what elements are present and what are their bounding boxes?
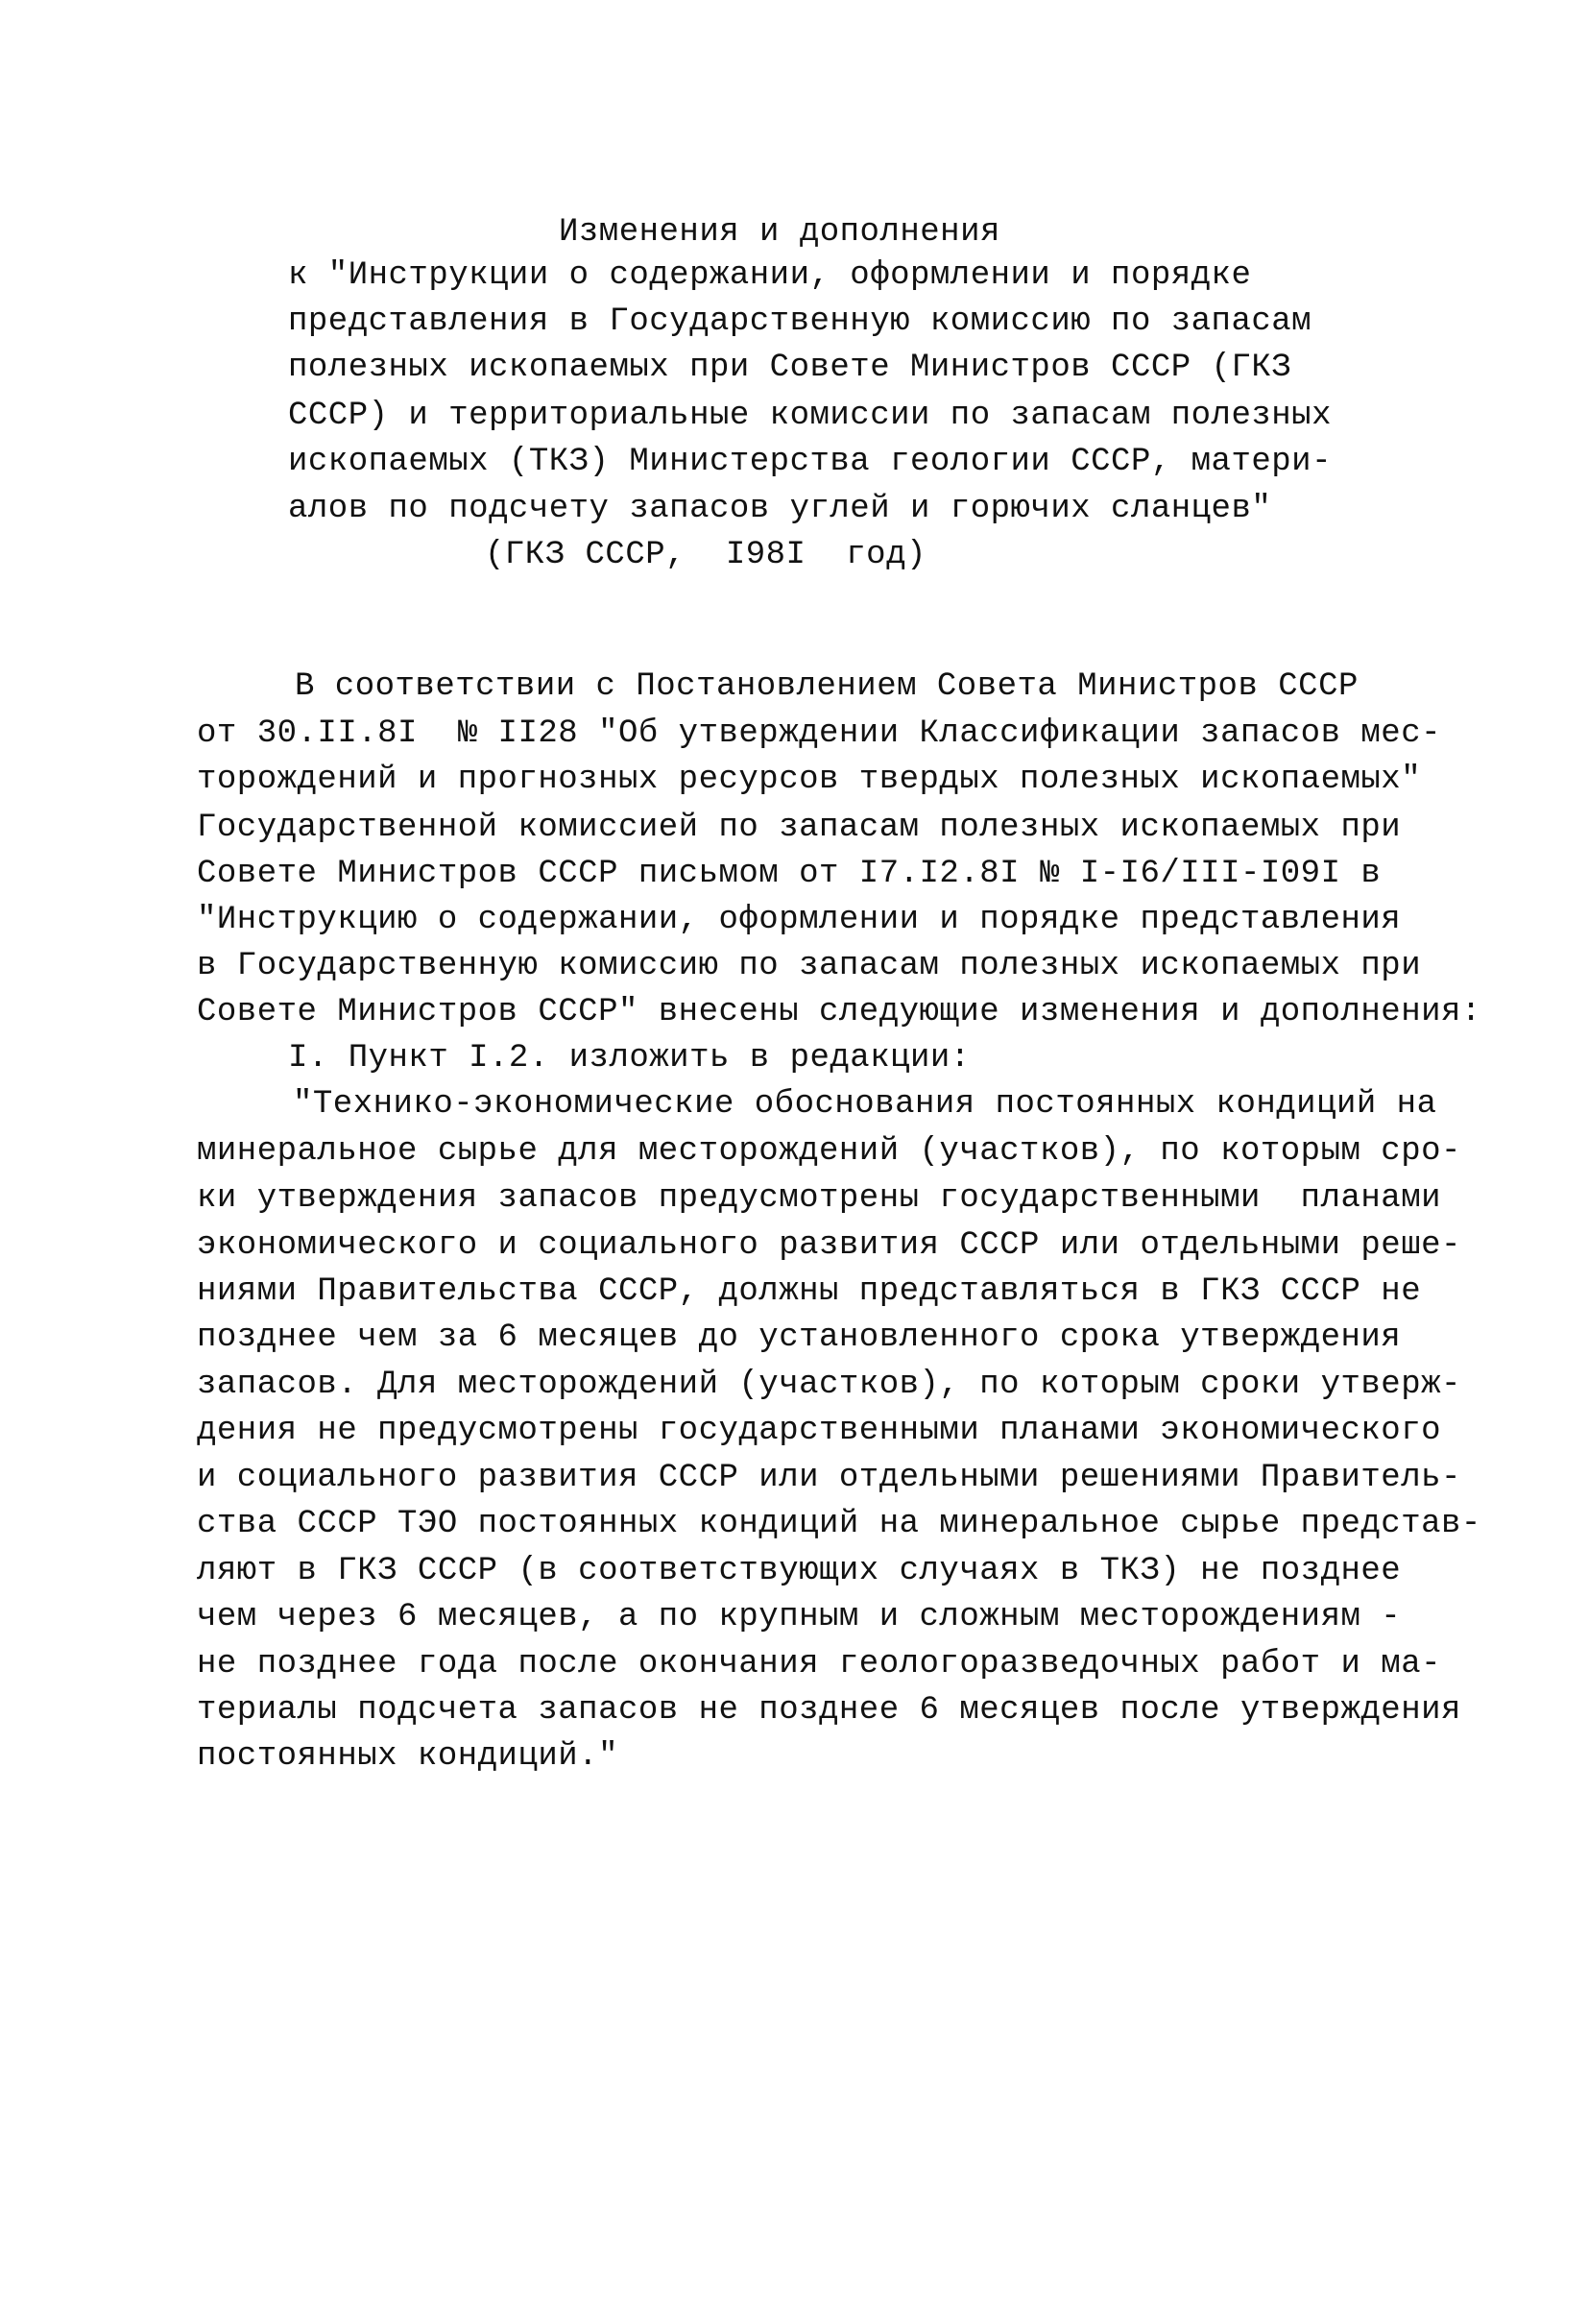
item-line: минеральное сырье для месторождений (участков), по которым сро- (197, 1133, 1461, 1170)
intro-line: в Государственную комиссию по запасам полезных ископаемых при (197, 948, 1422, 984)
intro-line: Государственной комиссией по запасам полезных ископаемых при (197, 810, 1402, 846)
item-line: ниями Правительства СССР, должны представляться в ГКЗ СССР не (197, 1273, 1422, 1310)
subtitle-line: ископаемых (ТКЗ) Министерства геологии СССР, матери- (288, 444, 1332, 480)
subtitle-line: к "Инструкции о содержании, оформлении и порядке (288, 257, 1252, 294)
item-line: и социального развития СССР или отдельными решениями Правитель- (197, 1460, 1461, 1496)
source-line: (ГКЗ СССР, I98I год) (485, 537, 926, 573)
intro-line: Совете Министров СССР" внесены следующие изменения и дополнения: (197, 994, 1481, 1030)
item-line: териалы подсчета запасов не позднее 6 месяцев после утверждения (197, 1692, 1461, 1729)
intro-line: В соответствии с Постановлением Совета Министров СССР (295, 668, 1359, 705)
item-line: "Технико-экономические обоснования постоянных кондиций на (293, 1086, 1437, 1123)
intro-line: торождений и прогнозных ресурсов твердых полезных ископаемых" (197, 762, 1422, 798)
item-line: не позднее года после окончания геологоразведочных работ и ма- (197, 1646, 1442, 1682)
item-line: постоянных кондиций." (197, 1738, 618, 1775)
item-heading: I. Пункт I.2. изложить в редакции: (288, 1040, 971, 1077)
intro-line: Совете Министров СССР письмом от I7.I2.8I № I-I6/III-I09I в (197, 856, 1382, 892)
intro-line: "Инструкцию о содержании, оформлении и порядке представления (197, 902, 1402, 938)
item-line: дения не предусмотрены государственными планами экономического (197, 1413, 1442, 1449)
subtitle-line: СССР) и территориальные комиссии по запасам полезных (288, 398, 1332, 434)
subtitle-line: полезных ископаемых при Совете Министров СССР (ГКЗ (288, 350, 1292, 386)
subtitle-line: алов по подсчету запасов углей и горючих сланцев" (288, 491, 1272, 527)
item-line: ства СССР ТЭО постоянных кондиций на минеральное сырье представ- (197, 1506, 1481, 1542)
intro-line: от 30.II.8I № II28 "Об утверждении Классификации запасов мес- (197, 715, 1442, 752)
item-line: ляют в ГКЗ СССР (в соответствующих случаях в ТКЗ) не позднее (197, 1553, 1402, 1589)
item-line: запасов. Для месторождений (участков), по которым сроки утверж- (197, 1367, 1461, 1403)
item-line: ки утверждения запасов предусмотрены государственными планами (197, 1180, 1442, 1217)
item-line: экономического и социального развития СССР или отдельными реше- (197, 1227, 1461, 1264)
item-line: позднее чем за 6 месяцев до установленного срока утверждения (197, 1319, 1402, 1356)
document-title: Изменения и дополнения (559, 214, 1000, 251)
subtitle-line: представления в Государственную комиссию по запасам (288, 303, 1312, 340)
item-line: чем через 6 месяцев, а по крупным и сложным месторождениям - (197, 1599, 1402, 1635)
